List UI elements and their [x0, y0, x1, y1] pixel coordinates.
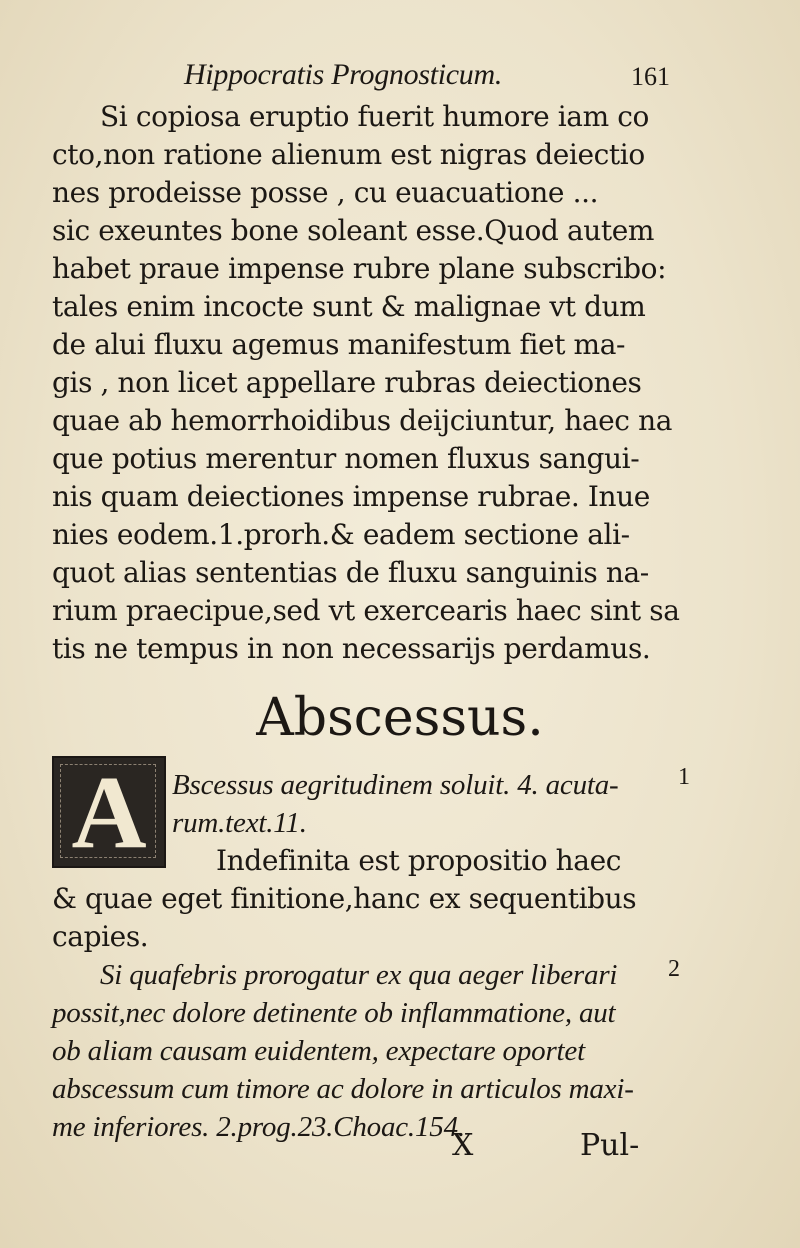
body-line: gis , non licet appellare rubras deiectiones [52, 366, 642, 399]
section-line: Bscessus aegritudinem soluit. 4. acuta- [172, 769, 619, 801]
body-line: quot alias sententias de fluxu sanguinis na- [52, 556, 649, 589]
signature-mark: X [452, 1128, 474, 1163]
margin-note-mark: 1 [678, 764, 690, 790]
body-line: Si copiosa eruptio fuerit humore iam co [100, 100, 649, 133]
quote-line: abscessum cum timore ac dolore in articulos maxi- [52, 1073, 634, 1105]
body-line: nes prodeisse posse , cu euacuatione ... [52, 176, 599, 209]
quote-line: possit,nec dolore detinente ob inflammatione, aut [52, 997, 616, 1029]
body-line: de alui fluxu agemus manifestum fiet ma- [52, 328, 626, 361]
body-line: quae ab hemorrhoidibus deijciuntur, haec na [52, 404, 673, 437]
body-line: tis ne tempus in non necessarijs perdamus. [52, 632, 651, 665]
body-line: tales enim incocte sunt & malignae vt dum [52, 290, 646, 323]
section-line: rum.text.11. [172, 807, 307, 839]
body-line: cto,non ratione alienum est nigras deiectio [52, 138, 645, 171]
quote-line: me inferiores. 2.prog.23.Choac.154. [52, 1111, 465, 1143]
quote-line: Si quafebris prorogatur ex qua aeger liberari [100, 959, 618, 991]
page-header [170, 58, 670, 98]
body-line: sic exeuntes bone soleant esse.Quod autem [52, 214, 655, 247]
body-line: nies eodem.1.prorh.& eadem sectione ali- [52, 518, 630, 551]
margin-note-mark: 2 [668, 956, 680, 982]
section-line: capies. [52, 920, 149, 953]
section-line: Indefinita est propositio haec [216, 844, 622, 877]
quote-line: ob aliam causam euidentem, expectare oportet [52, 1035, 585, 1067]
section-heading: Abscessus. [256, 688, 544, 748]
page-number: 161 [631, 62, 670, 91]
body-line: rium praecipue,sed vt exercearis haec sint sa [52, 594, 680, 627]
body-line: habet praue impense rubre plane subscribo: [52, 252, 667, 285]
section-line: & quae eget finitione,hanc ex sequentibus [52, 882, 637, 915]
decorated-initial [52, 756, 166, 868]
catchword: Pul- [580, 1128, 640, 1163]
initial-letter: A [71, 754, 147, 870]
body-line: nis quam deiectiones impense rubrae. Inue [52, 480, 650, 513]
running-title: Hippocratis Prognosticum. [184, 58, 503, 91]
body-line: que potius merentur nomen fluxus sangui- [52, 442, 640, 475]
